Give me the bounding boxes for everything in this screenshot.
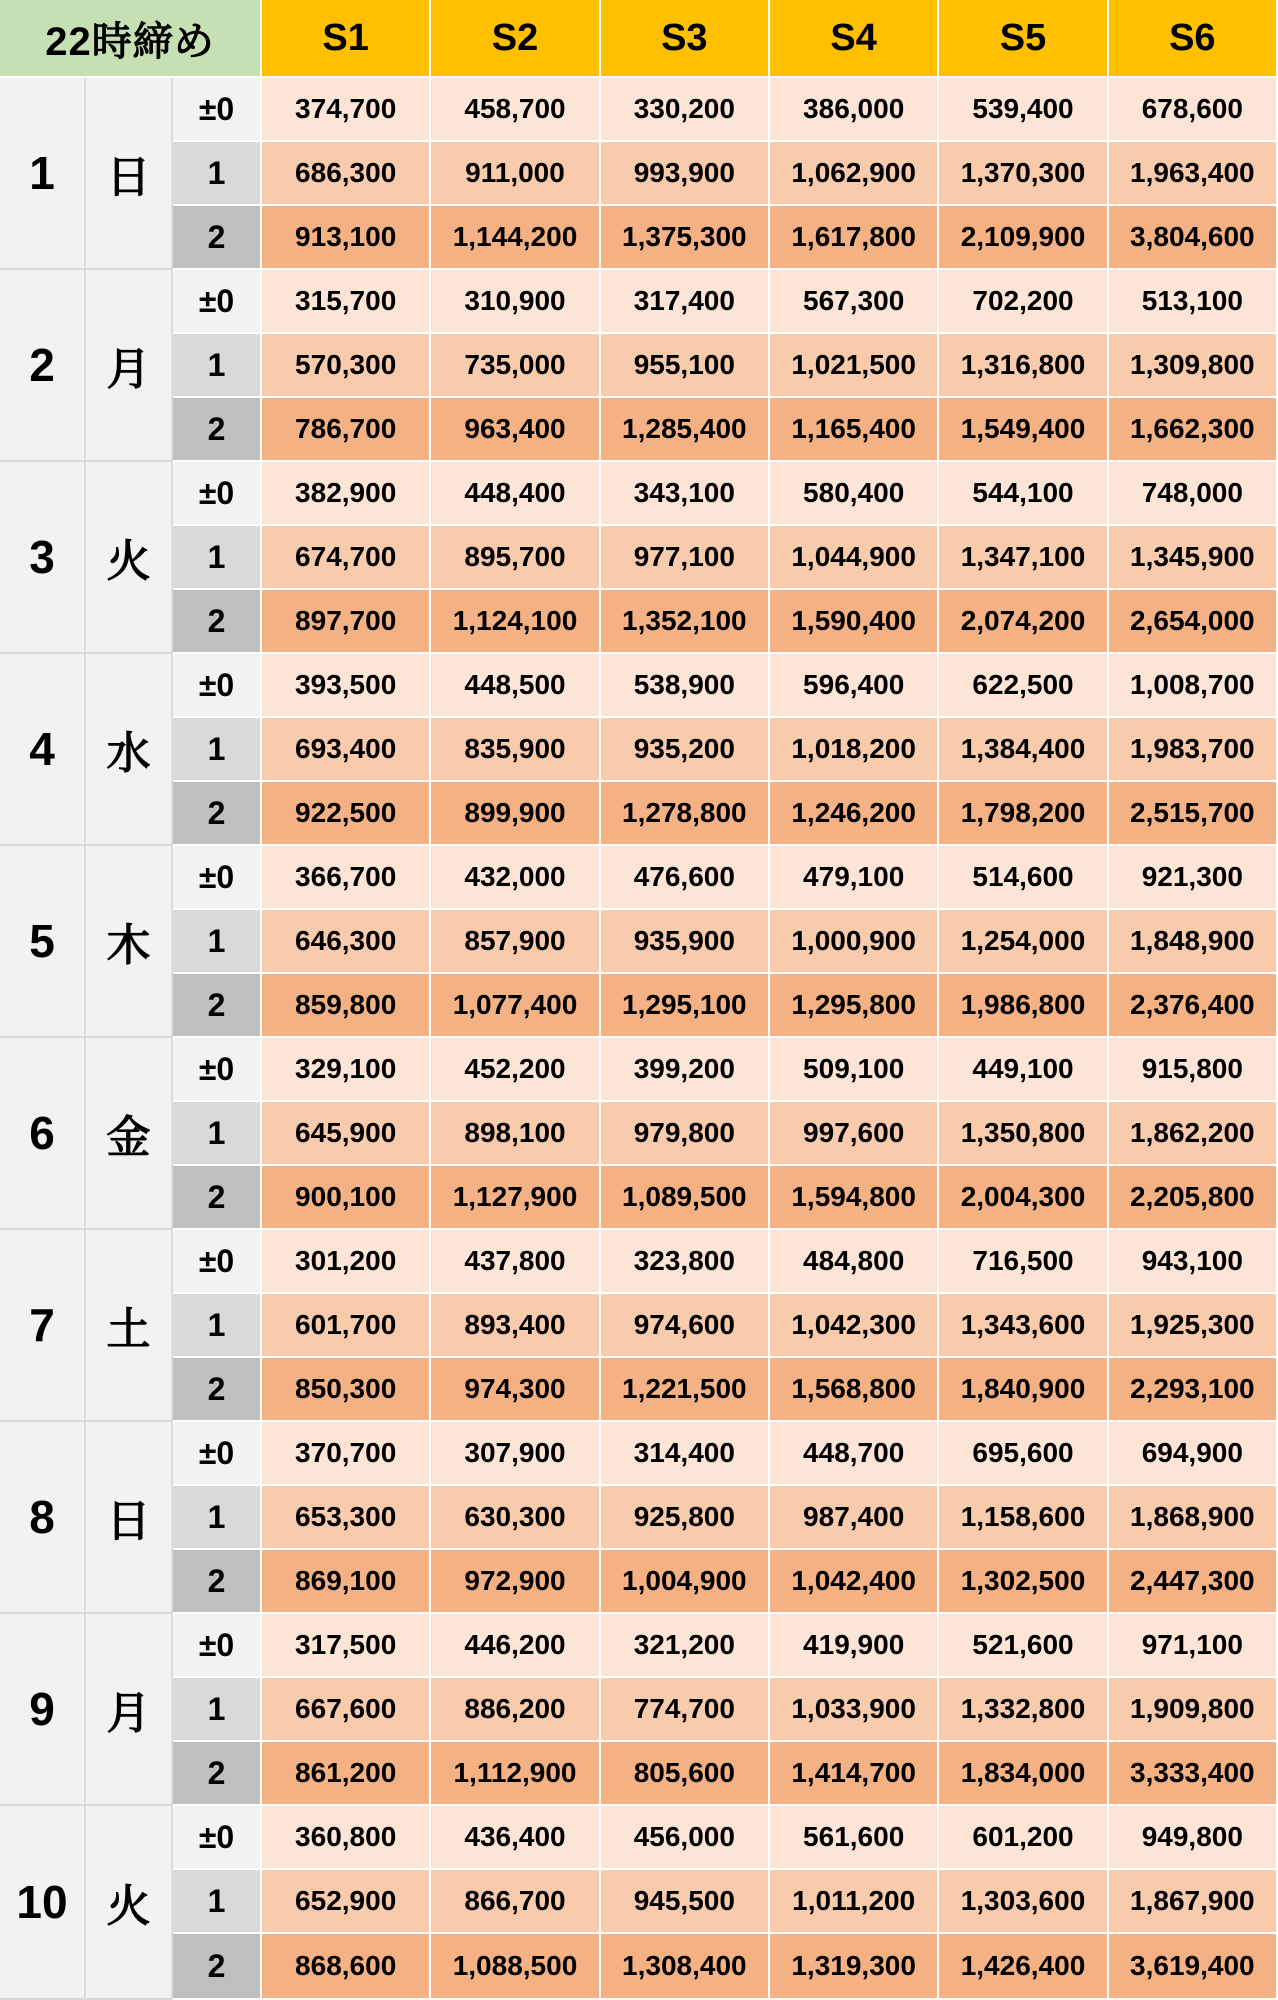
value-cell: 1,165,400: [770, 398, 939, 462]
value-cell: 915,800: [1109, 1038, 1278, 1102]
value-cell: 1,375,300: [601, 206, 770, 270]
value-cell: 694,900: [1109, 1422, 1278, 1486]
day-number-cell: 2: [0, 270, 86, 462]
value-cell: 1,925,300: [1109, 1294, 1278, 1358]
value-cell: 869,100: [262, 1550, 431, 1614]
value-cell: 1,909,800: [1109, 1678, 1278, 1742]
row-offset-label: 2: [173, 1358, 262, 1422]
value-cell: 1,158,600: [939, 1486, 1108, 1550]
row-offset-label: 1: [173, 1486, 262, 1550]
value-cell: 374,700: [262, 78, 431, 142]
day-of-week-cell: 日: [86, 78, 173, 270]
value-cell: 899,900: [431, 782, 600, 846]
value-cell: 913,100: [262, 206, 431, 270]
value-cell: 1,332,800: [939, 1678, 1108, 1742]
value-cell: 1,018,200: [770, 718, 939, 782]
value-cell: 693,400: [262, 718, 431, 782]
row-offset-label: 2: [173, 206, 262, 270]
value-cell: 1,594,800: [770, 1166, 939, 1230]
value-cell: 1,370,300: [939, 142, 1108, 206]
row-offset-label: 2: [173, 1742, 262, 1806]
value-cell: 484,800: [770, 1230, 939, 1294]
value-cell: 448,400: [431, 462, 600, 526]
value-cell: 315,700: [262, 270, 431, 334]
row-offset-label: 2: [173, 590, 262, 654]
value-cell: 370,700: [262, 1422, 431, 1486]
value-cell: 310,900: [431, 270, 600, 334]
value-cell: 1,077,400: [431, 974, 600, 1038]
value-cell: 449,100: [939, 1038, 1108, 1102]
column-header-s5: S5: [939, 0, 1108, 78]
value-cell: 1,000,900: [770, 910, 939, 974]
column-header-s6: S6: [1109, 0, 1278, 78]
value-cell: 1,848,900: [1109, 910, 1278, 974]
value-cell: 330,200: [601, 78, 770, 142]
value-cell: 805,600: [601, 1742, 770, 1806]
row-offset-label: 1: [173, 334, 262, 398]
day-number-cell: 9: [0, 1614, 86, 1806]
value-cell: 321,200: [601, 1614, 770, 1678]
value-cell: 1,008,700: [1109, 654, 1278, 718]
day-number-cell: 5: [0, 846, 86, 1038]
value-cell: 1,568,800: [770, 1358, 939, 1422]
row-offset-label: ±0: [173, 78, 262, 142]
value-cell: 2,376,400: [1109, 974, 1278, 1038]
row-offset-label: ±0: [173, 1038, 262, 1102]
value-cell: 1,112,900: [431, 1742, 600, 1806]
value-cell: 1,414,700: [770, 1742, 939, 1806]
row-offset-label: 2: [173, 398, 262, 462]
value-cell: 301,200: [262, 1230, 431, 1294]
value-cell: 1,033,900: [770, 1678, 939, 1742]
value-cell: 972,900: [431, 1550, 600, 1614]
value-cell: 645,900: [262, 1102, 431, 1166]
value-cell: 1,662,300: [1109, 398, 1278, 462]
value-cell: 850,300: [262, 1358, 431, 1422]
value-cell: 1,617,800: [770, 206, 939, 270]
row-offset-label: ±0: [173, 1422, 262, 1486]
day-number-cell: 3: [0, 462, 86, 654]
value-cell: 2,004,300: [939, 1166, 1108, 1230]
value-cell: 1,246,200: [770, 782, 939, 846]
value-cell: 1,011,200: [770, 1870, 939, 1934]
day-number-cell: 10: [0, 1806, 86, 2000]
day-of-week-cell: 日: [86, 1422, 173, 1614]
value-cell: 399,200: [601, 1038, 770, 1102]
value-cell: 1,986,800: [939, 974, 1108, 1038]
value-cell: 955,100: [601, 334, 770, 398]
value-cell: 307,900: [431, 1422, 600, 1486]
value-cell: 1,862,200: [1109, 1102, 1278, 1166]
value-cell: 1,384,400: [939, 718, 1108, 782]
row-offset-label: 1: [173, 910, 262, 974]
value-cell: 1,840,900: [939, 1358, 1108, 1422]
value-cell: 1,144,200: [431, 206, 600, 270]
value-cell: 652,900: [262, 1870, 431, 1934]
value-cell: 774,700: [601, 1678, 770, 1742]
value-cell: 653,300: [262, 1486, 431, 1550]
row-offset-label: 1: [173, 142, 262, 206]
value-cell: 893,400: [431, 1294, 600, 1358]
value-cell: 1,221,500: [601, 1358, 770, 1422]
value-cell: 943,100: [1109, 1230, 1278, 1294]
row-offset-label: 1: [173, 718, 262, 782]
value-cell: 1,295,800: [770, 974, 939, 1038]
row-offset-label: 1: [173, 1294, 262, 1358]
value-cell: 1,308,400: [601, 1934, 770, 2000]
row-offset-label: ±0: [173, 1614, 262, 1678]
value-cell: 479,100: [770, 846, 939, 910]
value-cell: 974,600: [601, 1294, 770, 1358]
day-number-cell: 4: [0, 654, 86, 846]
row-offset-label: 1: [173, 1102, 262, 1166]
value-cell: 317,400: [601, 270, 770, 334]
value-cell: 437,800: [431, 1230, 600, 1294]
row-offset-label: ±0: [173, 654, 262, 718]
value-cell: 1,963,400: [1109, 142, 1278, 206]
row-offset-label: 1: [173, 1678, 262, 1742]
value-cell: 1,302,500: [939, 1550, 1108, 1614]
value-cell: 2,109,900: [939, 206, 1108, 270]
value-cell: 861,200: [262, 1742, 431, 1806]
value-cell: 1,343,600: [939, 1294, 1108, 1358]
value-cell: 993,900: [601, 142, 770, 206]
value-cell: 963,400: [431, 398, 600, 462]
value-cell: 544,100: [939, 462, 1108, 526]
row-offset-label: 2: [173, 1934, 262, 2000]
value-cell: 1,021,500: [770, 334, 939, 398]
day-number-cell: 1: [0, 78, 86, 270]
value-cell: 1,127,900: [431, 1166, 600, 1230]
value-cell: 1,254,000: [939, 910, 1108, 974]
value-cell: 2,293,100: [1109, 1358, 1278, 1422]
value-cell: 886,200: [431, 1678, 600, 1742]
row-offset-label: ±0: [173, 270, 262, 334]
value-cell: 1,285,400: [601, 398, 770, 462]
value-cell: 596,400: [770, 654, 939, 718]
value-cell: 458,700: [431, 78, 600, 142]
value-cell: 949,800: [1109, 1806, 1278, 1870]
value-cell: 432,000: [431, 846, 600, 910]
day-number-cell: 7: [0, 1230, 86, 1422]
value-cell: 1,798,200: [939, 782, 1108, 846]
value-cell: 686,300: [262, 142, 431, 206]
value-cell: 900,100: [262, 1166, 431, 1230]
value-cell: 1,983,700: [1109, 718, 1278, 782]
row-offset-label: ±0: [173, 462, 262, 526]
day-of-week-cell: 火: [86, 462, 173, 654]
value-cell: 2,654,000: [1109, 590, 1278, 654]
value-cell: 514,600: [939, 846, 1108, 910]
value-cell: 561,600: [770, 1806, 939, 1870]
value-cell: 538,900: [601, 654, 770, 718]
row-offset-label: ±0: [173, 1230, 262, 1294]
value-cell: 1,868,900: [1109, 1486, 1278, 1550]
value-cell: 678,600: [1109, 78, 1278, 142]
value-cell: 2,515,700: [1109, 782, 1278, 846]
value-cell: 935,200: [601, 718, 770, 782]
value-cell: 567,300: [770, 270, 939, 334]
day-of-week-cell: 月: [86, 270, 173, 462]
value-cell: 1,867,900: [1109, 1870, 1278, 1934]
day-of-week-cell: 木: [86, 846, 173, 1038]
value-cell: 1,042,300: [770, 1294, 939, 1358]
value-cell: 974,300: [431, 1358, 600, 1422]
column-header-s2: S2: [431, 0, 600, 78]
row-offset-label: 2: [173, 974, 262, 1038]
value-cell: 895,700: [431, 526, 600, 590]
column-header-s1: S1: [262, 0, 431, 78]
value-cell: 539,400: [939, 78, 1108, 142]
value-cell: 323,800: [601, 1230, 770, 1294]
value-cell: 921,300: [1109, 846, 1278, 910]
value-cell: 580,400: [770, 462, 939, 526]
value-cell: 3,333,400: [1109, 1742, 1278, 1806]
value-cell: 419,900: [770, 1614, 939, 1678]
row-offset-label: ±0: [173, 1806, 262, 1870]
value-cell: 476,600: [601, 846, 770, 910]
value-cell: 935,900: [601, 910, 770, 974]
value-cell: 630,300: [431, 1486, 600, 1550]
value-cell: 945,500: [601, 1870, 770, 1934]
value-cell: 898,100: [431, 1102, 600, 1166]
day-of-week-cell: 土: [86, 1230, 173, 1422]
value-cell: 911,000: [431, 142, 600, 206]
row-offset-label: 2: [173, 1550, 262, 1614]
value-cell: 922,500: [262, 782, 431, 846]
value-cell: 360,800: [262, 1806, 431, 1870]
value-cell: 1,303,600: [939, 1870, 1108, 1934]
value-cell: 393,500: [262, 654, 431, 718]
value-cell: 868,600: [262, 1934, 431, 2000]
value-cell: 1,316,800: [939, 334, 1108, 398]
value-cell: 386,000: [770, 78, 939, 142]
day-of-week-cell: 火: [86, 1806, 173, 2000]
value-cell: 646,300: [262, 910, 431, 974]
value-cell: 1,352,100: [601, 590, 770, 654]
value-cell: 2,074,200: [939, 590, 1108, 654]
day-of-week-cell: 水: [86, 654, 173, 846]
row-offset-label: 2: [173, 782, 262, 846]
value-cell: 835,900: [431, 718, 600, 782]
value-cell: 1,042,400: [770, 1550, 939, 1614]
value-cell: 987,400: [770, 1486, 939, 1550]
day-of-week-cell: 金: [86, 1038, 173, 1230]
value-cell: 702,200: [939, 270, 1108, 334]
value-cell: 1,549,400: [939, 398, 1108, 462]
value-cell: 674,700: [262, 526, 431, 590]
value-cell: 452,200: [431, 1038, 600, 1102]
row-offset-label: 1: [173, 526, 262, 590]
value-cell: 748,000: [1109, 462, 1278, 526]
value-cell: 1,124,100: [431, 590, 600, 654]
value-cell: 3,619,400: [1109, 1934, 1278, 2000]
value-cell: 570,300: [262, 334, 431, 398]
value-cell: 509,100: [770, 1038, 939, 1102]
value-cell: 2,205,800: [1109, 1166, 1278, 1230]
value-cell: 1,834,000: [939, 1742, 1108, 1806]
value-cell: 1,345,900: [1109, 526, 1278, 590]
value-cell: 866,700: [431, 1870, 600, 1934]
value-cell: 1,309,800: [1109, 334, 1278, 398]
row-offset-label: ±0: [173, 846, 262, 910]
value-cell: 456,000: [601, 1806, 770, 1870]
value-cell: 997,600: [770, 1102, 939, 1166]
value-cell: 979,800: [601, 1102, 770, 1166]
value-cell: 317,500: [262, 1614, 431, 1678]
day-number-cell: 6: [0, 1038, 86, 1230]
value-cell: 436,400: [431, 1806, 600, 1870]
value-cell: 2,447,300: [1109, 1550, 1278, 1614]
value-cell: 3,804,600: [1109, 206, 1278, 270]
value-cell: 1,088,500: [431, 1934, 600, 2000]
value-cell: 1,278,800: [601, 782, 770, 846]
table-title: 22時締め: [0, 0, 262, 78]
day-number-cell: 8: [0, 1422, 86, 1614]
value-cell: 1,319,300: [770, 1934, 939, 2000]
value-cell: 513,100: [1109, 270, 1278, 334]
value-cell: 786,700: [262, 398, 431, 462]
value-cell: 897,700: [262, 590, 431, 654]
column-header-s3: S3: [601, 0, 770, 78]
value-cell: 1,347,100: [939, 526, 1108, 590]
value-cell: 446,200: [431, 1614, 600, 1678]
value-cell: 1,089,500: [601, 1166, 770, 1230]
value-cell: 925,800: [601, 1486, 770, 1550]
value-cell: 1,350,800: [939, 1102, 1108, 1166]
value-cell: 977,100: [601, 526, 770, 590]
value-cell: 1,044,900: [770, 526, 939, 590]
value-cell: 521,600: [939, 1614, 1108, 1678]
value-cell: 601,700: [262, 1294, 431, 1358]
value-cell: 859,800: [262, 974, 431, 1038]
value-cell: 343,100: [601, 462, 770, 526]
value-cell: 329,100: [262, 1038, 431, 1102]
value-cell: 716,500: [939, 1230, 1108, 1294]
value-cell: 622,500: [939, 654, 1108, 718]
value-cell: 695,600: [939, 1422, 1108, 1486]
value-cell: 1,295,100: [601, 974, 770, 1038]
value-cell: 735,000: [431, 334, 600, 398]
column-header-s4: S4: [770, 0, 939, 78]
value-cell: 448,500: [431, 654, 600, 718]
value-cell: 857,900: [431, 910, 600, 974]
value-cell: 366,700: [262, 846, 431, 910]
value-cell: 601,200: [939, 1806, 1108, 1870]
day-of-week-cell: 月: [86, 1614, 173, 1806]
row-offset-label: 1: [173, 1870, 262, 1934]
value-cell: 1,062,900: [770, 142, 939, 206]
row-offset-label: 2: [173, 1166, 262, 1230]
value-cell: 448,700: [770, 1422, 939, 1486]
value-cell: 667,600: [262, 1678, 431, 1742]
value-cell: 314,400: [601, 1422, 770, 1486]
value-cell: 1,590,400: [770, 590, 939, 654]
value-cell: 971,100: [1109, 1614, 1278, 1678]
value-cell: 382,900: [262, 462, 431, 526]
value-cell: 1,426,400: [939, 1934, 1108, 2000]
value-cell: 1,004,900: [601, 1550, 770, 1614]
